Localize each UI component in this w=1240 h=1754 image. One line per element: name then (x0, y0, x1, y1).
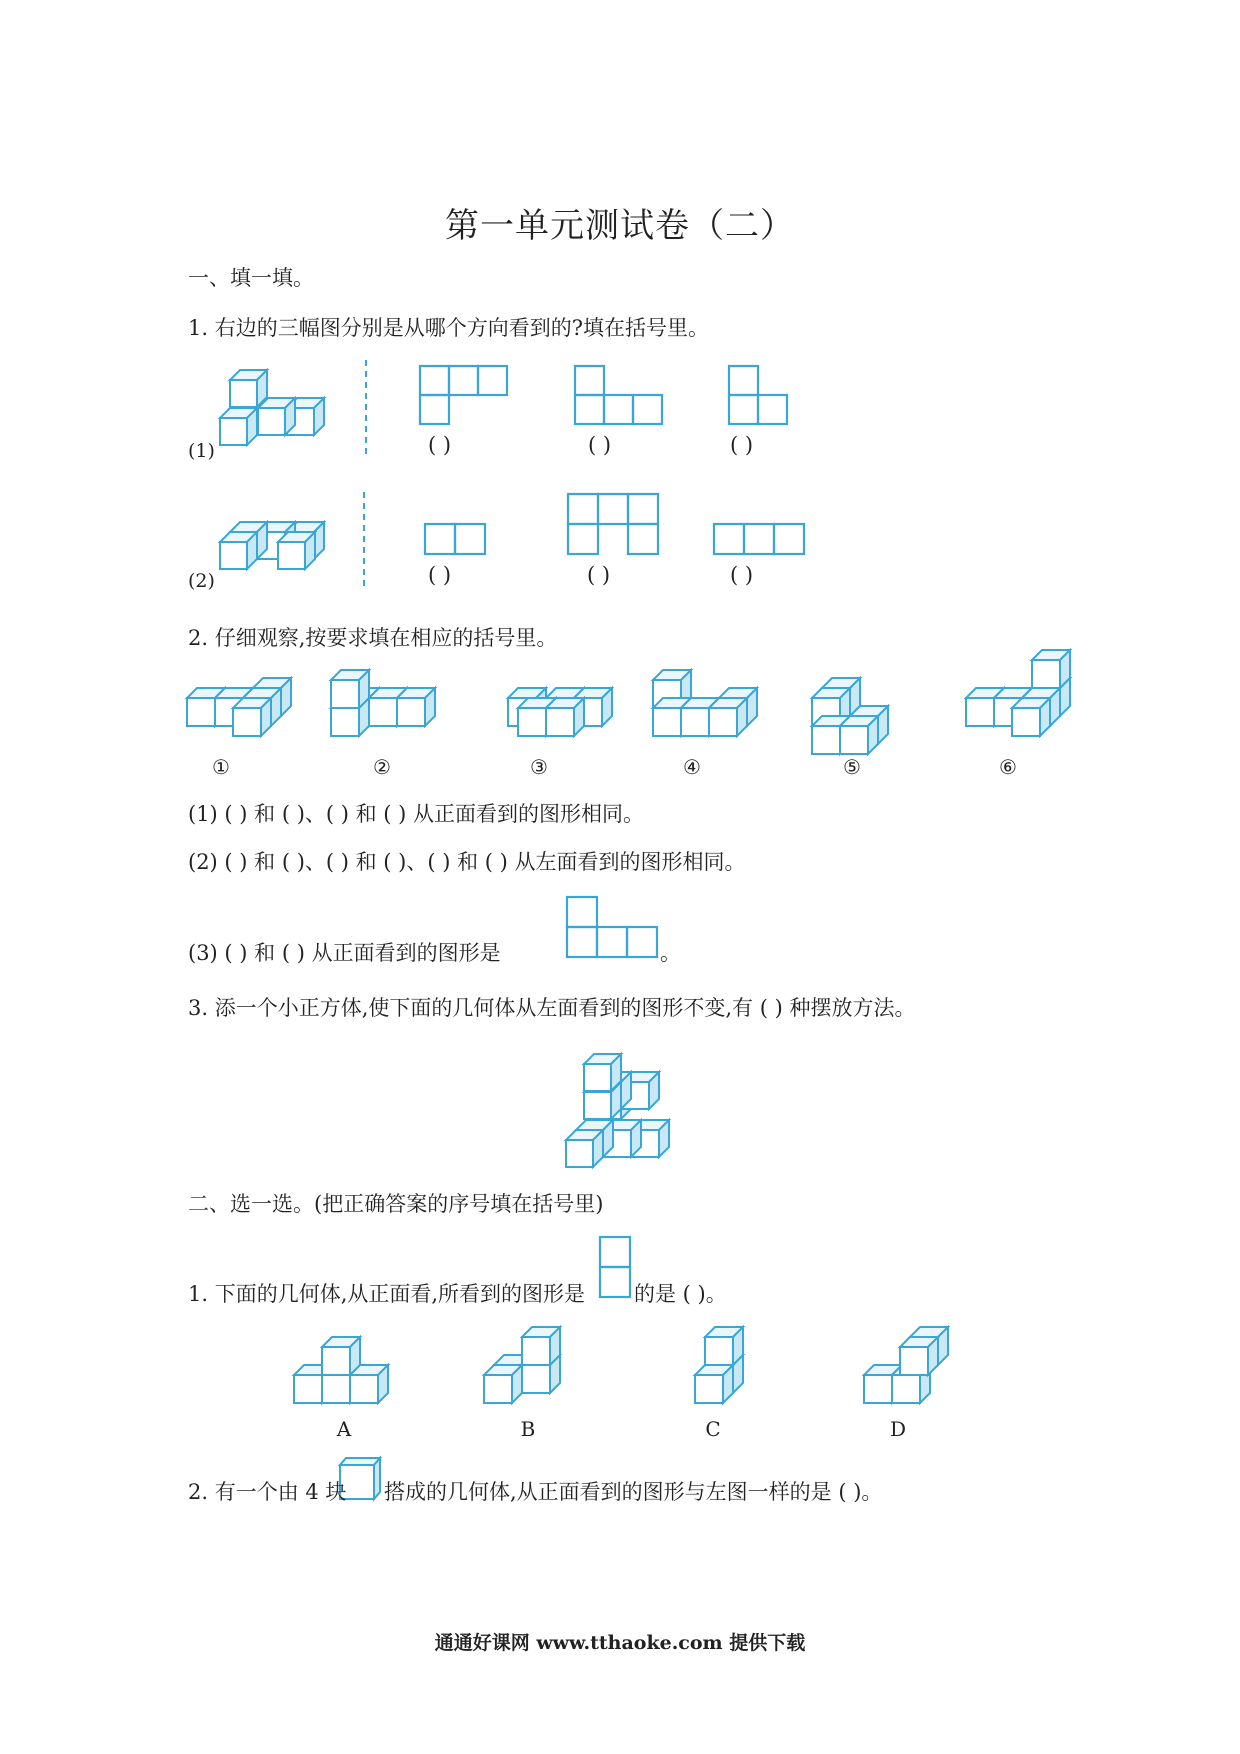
section2-heading: 二、选一选。(把正确答案的序号填在括号里) (188, 1192, 604, 1216)
q1-part1-answer-c[interactable]: ( ) (730, 433, 754, 457)
q2-inline-front-view (567, 897, 657, 957)
s2-q1-text-b: 的是 ( )。 (634, 1282, 727, 1306)
q2-solid-6 (966, 650, 1070, 736)
q2-line-1: (1) ( ) 和 ( )、( ) 和 ( ) 从正面看到的图形相同。 (188, 802, 645, 826)
q1-part2-answer-b[interactable]: ( ) (587, 563, 611, 587)
q1-part1-solid (220, 370, 324, 445)
s2-q1-inline-shape (600, 1237, 630, 1297)
q2-line-2: (2) ( ) 和 ( )、( ) 和 ( )、( ) 和 ( ) 从左面看到的图形相同。 (188, 850, 746, 874)
q1-part1-answer-b[interactable]: ( ) (588, 433, 612, 457)
page-title: 第一单元测试卷（二） (445, 206, 795, 246)
q2-label-5: ⑤ (843, 755, 861, 779)
s2-q2-text-b: 搭成的几何体,从正面看到的图形与左图一样的是 ( )。 (384, 1480, 883, 1504)
option-b-label: B (520, 1417, 536, 1441)
q1-part2-answer-c[interactable]: ( ) (730, 563, 754, 587)
q2-solid-4 (653, 670, 757, 736)
option-b-solid (484, 1327, 560, 1403)
option-d-solid (864, 1327, 948, 1403)
q2-solid-2 (331, 670, 435, 736)
q3-solid (566, 1054, 669, 1167)
q1-part1-view-b (575, 366, 662, 424)
s2-q1-text-a: 1. 下面的几何体,从正面看,所看到的图形是 (188, 1282, 586, 1306)
q2-label-1: ① (212, 755, 230, 779)
q1-part1-answer-a[interactable]: ( ) (428, 433, 452, 457)
q1-part2-view-a (425, 524, 485, 554)
q2-solid-3 (508, 688, 612, 736)
q1-part1-view-a (420, 366, 507, 424)
q2-label-3: ③ (530, 755, 548, 779)
q1-text: 1. 右边的三幅图分别是从哪个方向看到的?填在括号里。 (188, 316, 709, 340)
q2-solid-1 (187, 678, 291, 736)
q1-part2-label: (2) (188, 570, 215, 592)
q2-line-3a: (3) ( ) 和 ( ) 从正面看到的图形是 (188, 941, 501, 965)
q1-part1-view-c (729, 366, 787, 424)
section1-heading: 一、填一填。 (188, 266, 314, 290)
q1-part2-view-c (714, 524, 804, 554)
q2-solid-5 (812, 678, 888, 754)
q2-text: 2. 仔细观察,按要求填在相应的括号里。 (188, 626, 558, 650)
option-a-label: A (336, 1417, 352, 1441)
s2-q2-text-a: 2. 有一个由 4 块 (188, 1480, 347, 1504)
q2-label-4: ④ (683, 755, 701, 779)
q1-part2-answer-a[interactable]: ( ) (428, 563, 452, 587)
option-d-label: D (889, 1417, 907, 1441)
option-c-solid (695, 1327, 743, 1403)
footer-credit: 通通好课网 www.tthaoke.com 提供下载 (434, 1632, 806, 1654)
option-a-solid (294, 1337, 388, 1403)
q2-line-3b: 。 (660, 941, 681, 965)
q1-part2-solid (220, 522, 324, 569)
option-c-label: C (705, 1417, 721, 1441)
q2-label-2: ② (373, 755, 391, 779)
q2-label-6: ⑥ (999, 755, 1017, 779)
q1-part1-label: (1) (188, 440, 215, 462)
q3-text: 3. 添一个小正方体,使下面的几何体从左面看到的图形不变,有 ( ) 种摆放方法。 (188, 996, 916, 1020)
q1-part2-view-b (568, 494, 658, 554)
